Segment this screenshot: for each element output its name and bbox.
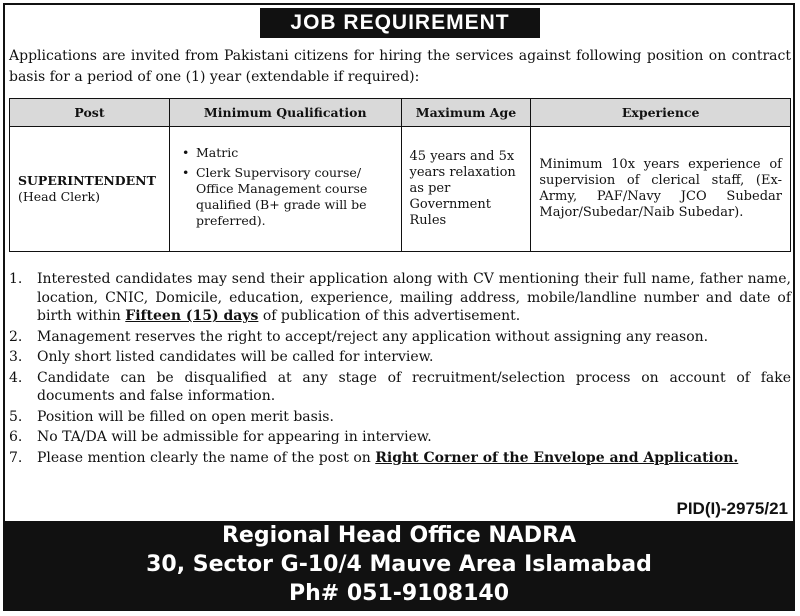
list-item: • Matric <box>196 145 393 161</box>
qualification-cell <box>169 127 401 252</box>
header-post: Post <box>10 99 170 127</box>
deadline-text: Fifteen (15) days <box>125 308 259 324</box>
table-row <box>10 127 791 252</box>
list-item: 4. Candidate can be disqualified at any stage of recruitment/selection process on account of fake documents and false information. <box>9 369 791 404</box>
list-item: 2. Management reserves the right to accept/reject any application without assigning any reason. <box>9 328 709 345</box>
header-qualification: Minimum Qualification <box>169 99 401 127</box>
title-bar <box>0 8 800 38</box>
pid-code: PID(I)-2975/21 <box>676 499 788 518</box>
list-item: 1. Interested candidates may send their application along with CV mentioning their full name, father name, location, CNIC, Domicile, education, experience, mailing address, mobile/landline number and date of birth within Fifteen (15) days of publication of this advertisement. <box>9 271 791 324</box>
experience-cell: Minimum 10x years experience of supervision of clerical staff, (Ex-Army, PAF/Navy JCO Subedar Major/Subedar/Naib Subedar). <box>531 127 791 252</box>
requirements-table <box>9 98 791 252</box>
post-title: SUPERINTENDENT <box>18 173 156 188</box>
office-phone: Ph# 051-9108140 <box>288 581 510 606</box>
page-title: JOB REQUIREMENT <box>260 8 539 38</box>
table-header-row <box>10 99 791 127</box>
list-item: 7. Please mention clearly the name of the post on Right Corner of the Envelope and Application. <box>9 449 739 466</box>
envelope-instruction: Right Corner of the Envelope and Application. <box>375 449 739 466</box>
office-name: Regional Head Office NADRA <box>221 523 577 548</box>
intro-paragraph: Applications are invited from Pakistani citizens for hiring the services against following position on contract basis for a period of one (1) year (extendable if required): <box>9 48 791 85</box>
office-address: 30, Sector G-10/4 Mauve Area Islamabad <box>146 552 652 577</box>
list-item: • Clerk Supervisory course/ Office Management course qualified (B+ grade will be preferred). <box>196 165 393 229</box>
max-age-cell: 45 years and 5x years relaxation as per Government Rules <box>401 127 531 252</box>
list-item: 3. Only short listed candidates will be called for interview. <box>9 349 434 365</box>
qualification-list <box>178 145 393 229</box>
list-item: 6. No TA/DA will be admissible for appearing in interview. <box>9 429 432 445</box>
header-max-age: Maximum Age <box>401 99 531 127</box>
header-experience: Experience <box>531 99 791 127</box>
post-subtitle: (Head Clerk) <box>18 189 100 204</box>
list-item: 5. Position will be filled on open merit basis. <box>9 408 334 425</box>
post-cell <box>10 127 170 252</box>
conditions-list <box>9 270 791 469</box>
footer-address-block <box>5 521 793 609</box>
